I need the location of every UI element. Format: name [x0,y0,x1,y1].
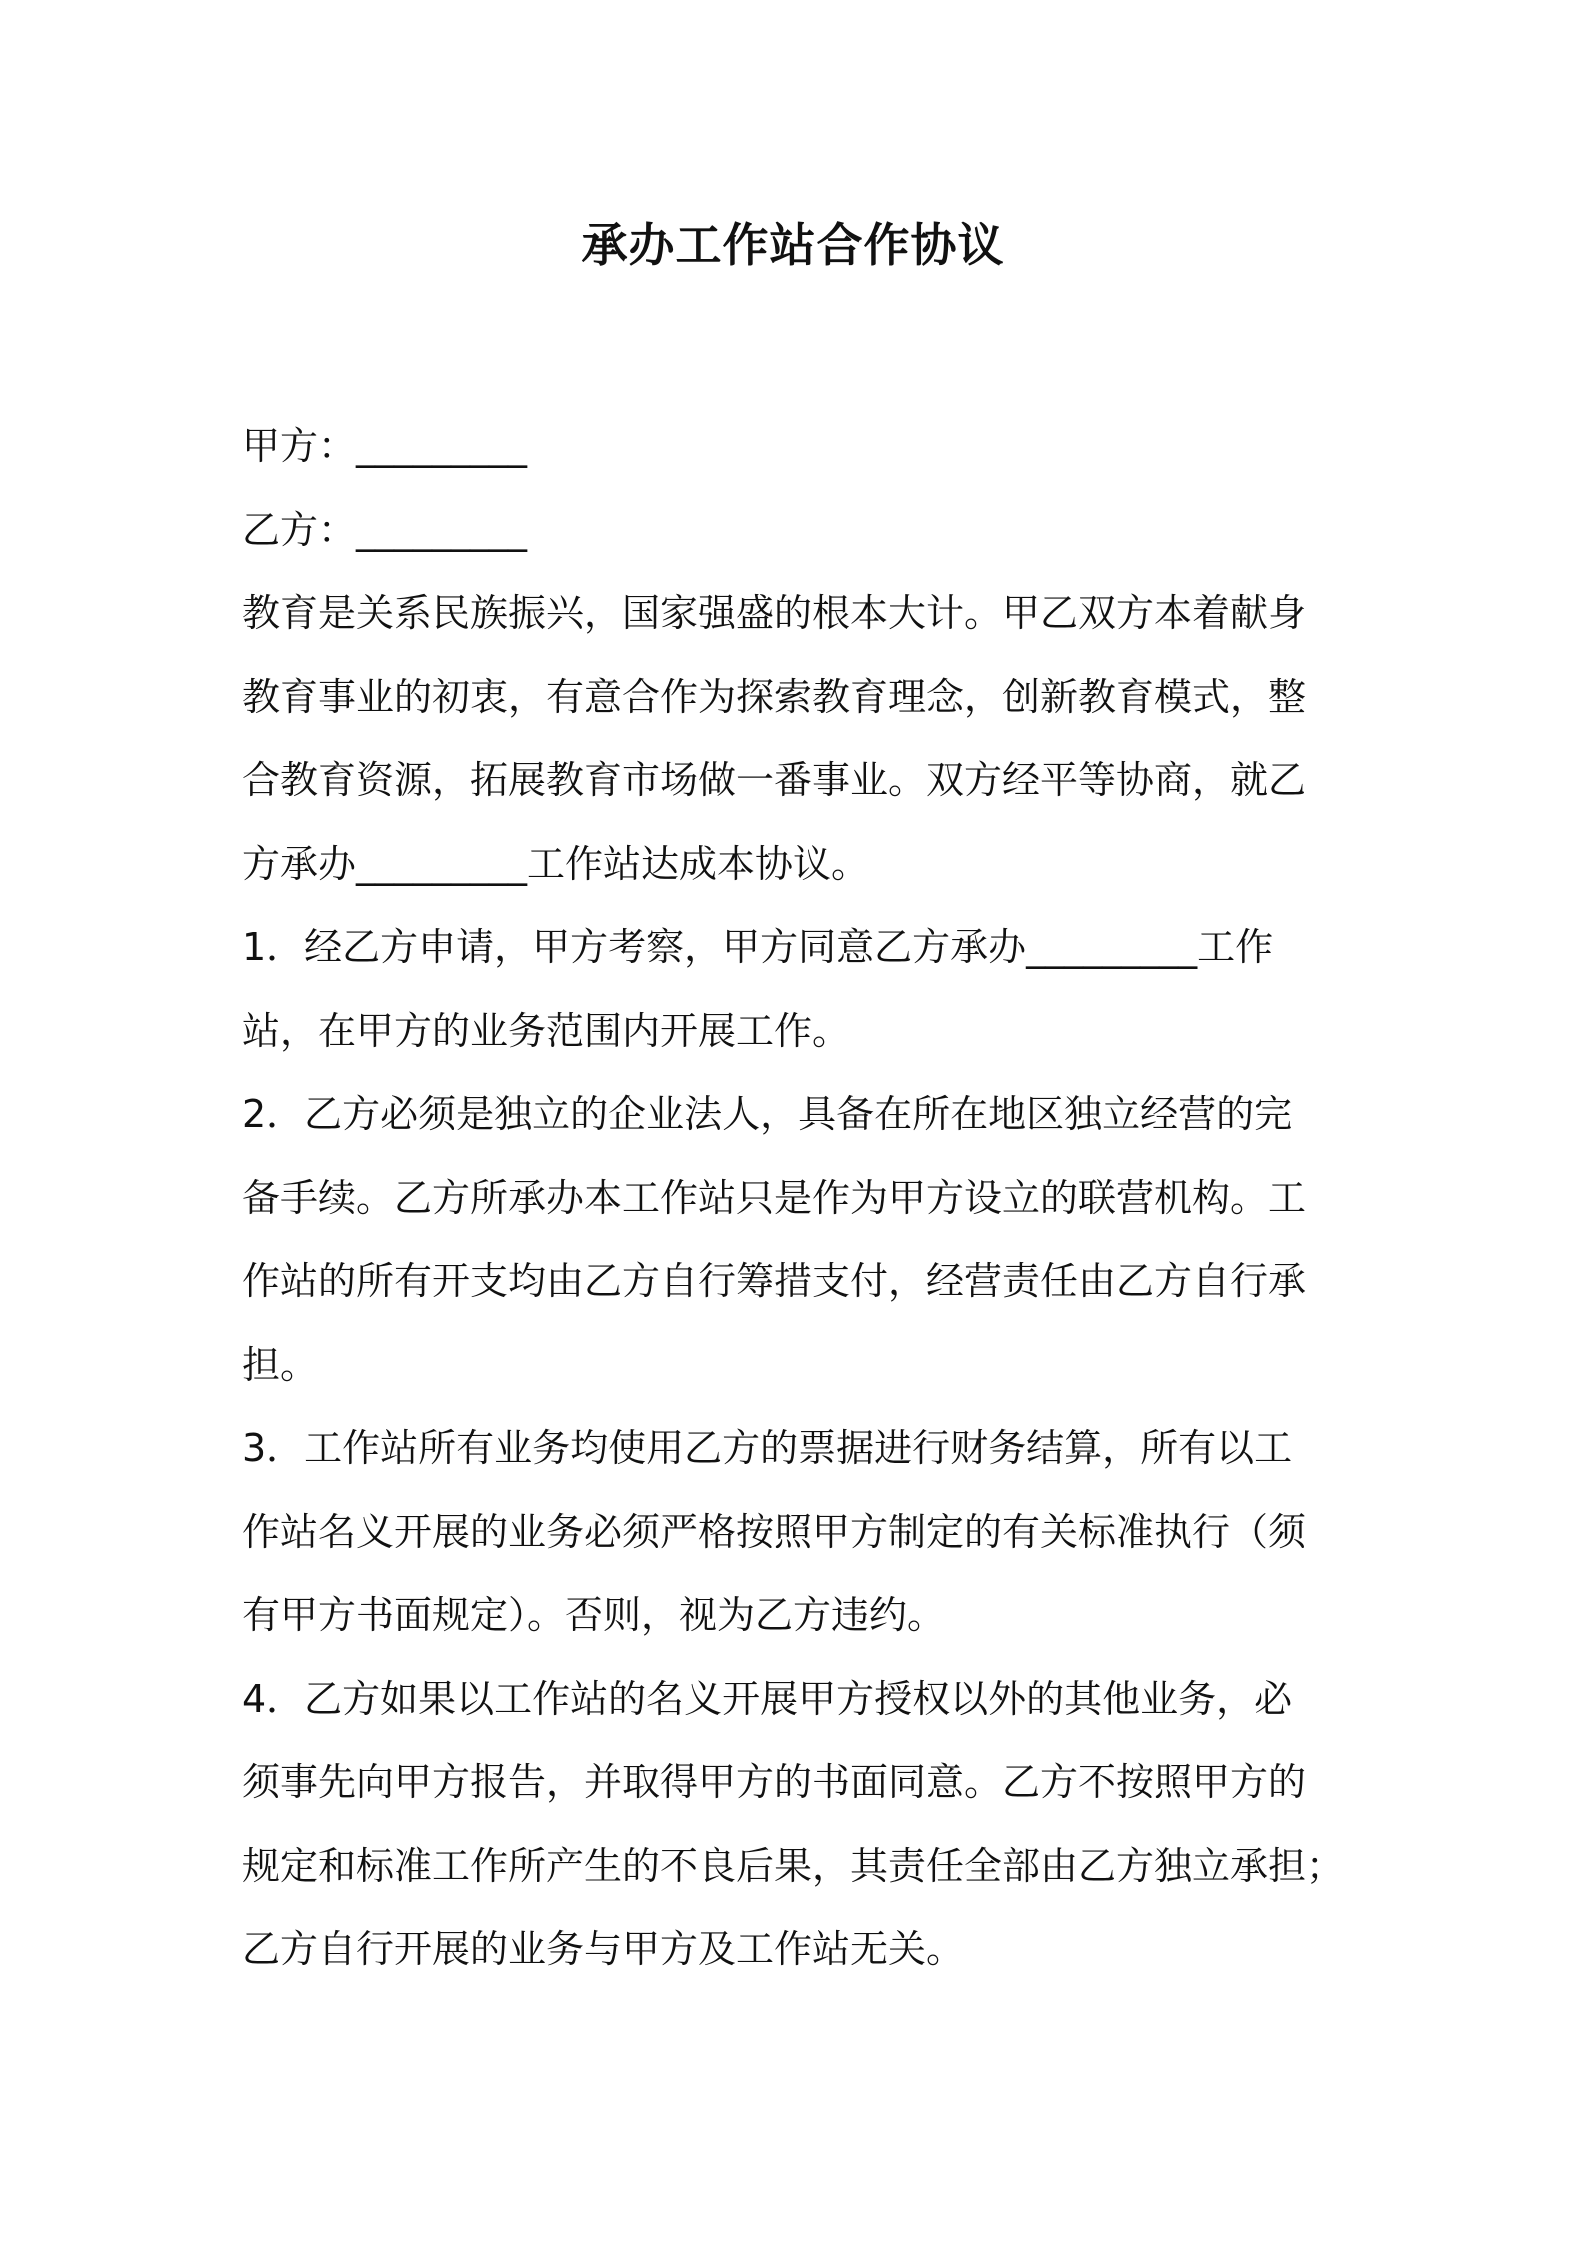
paragraph-line: 4．乙方如果以工作站的名义开展甲方授权以外的其他业务，必 [242,1676,1293,1721]
document-title: 承办工作站合作协议 [581,218,1005,272]
paragraph-line: 方承办_________工作站达成本协议。 [242,841,870,886]
clause-3-paragraph [242,1407,1362,1658]
paragraph-line: 备手续。乙方所承办本工作站只是作为甲方设立的联营机构。工 [242,1175,1307,1220]
preamble-paragraph [242,572,1362,906]
paragraph-line: 规定和标准工作所产生的不良后果，其责任全部由乙方独立承担； [242,1843,1345,1888]
document-body [242,405,1362,1992]
paragraph-line: 3．工作站所有业务均使用乙方的票据进行财务结算，所有以工 [242,1426,1293,1470]
party-b-line: 乙方：_________ [242,507,528,552]
clause-1-paragraph [242,906,1362,1073]
paragraph-line: 作站名义开展的业务必须严格按照甲方制定的有关标准执行（须 [242,1509,1307,1554]
paragraph-line: 教育是关系民族振兴，国家强盛的根本大计。甲乙双方本着献身 [242,591,1307,635]
party-a-line: 甲方：_________ [242,424,528,468]
paragraph-line: 教育事业的初衷，有意合作为探索教育理念，创新教育模式，整 [242,674,1307,719]
paragraph-line: 乙方自行开展的业务与甲方及工作站无关。 [242,1927,965,1971]
paragraph-line: 2．乙方必须是独立的企业法人，具备在所在地区独立经营的完 [242,1092,1293,1136]
paragraph-line: 有甲方书面规定）。否则，视为乙方违约。 [242,1593,946,1637]
clause-4-paragraph [242,1658,1362,1992]
paragraph-line: 担。 [242,1342,319,1387]
paragraph-line: 1．经乙方申请，甲方考察，甲方同意乙方承办_________工作 [242,925,1274,969]
clause-2-paragraph [242,1073,1362,1407]
paragraph-line: 合教育资源，拓展教育市场做一番事业。双方经平等协商，就乙 [242,758,1307,802]
paragraph-line: 作站的所有开支均由乙方自行筹措支付，经营责任由乙方自行承 [242,1259,1307,1303]
paragraph-line: 站，在甲方的业务范围内开展工作。 [242,1008,851,1053]
paragraph-line: 须事先向甲方报告，并取得甲方的书面同意。乙方不按照甲方的 [242,1760,1307,1804]
